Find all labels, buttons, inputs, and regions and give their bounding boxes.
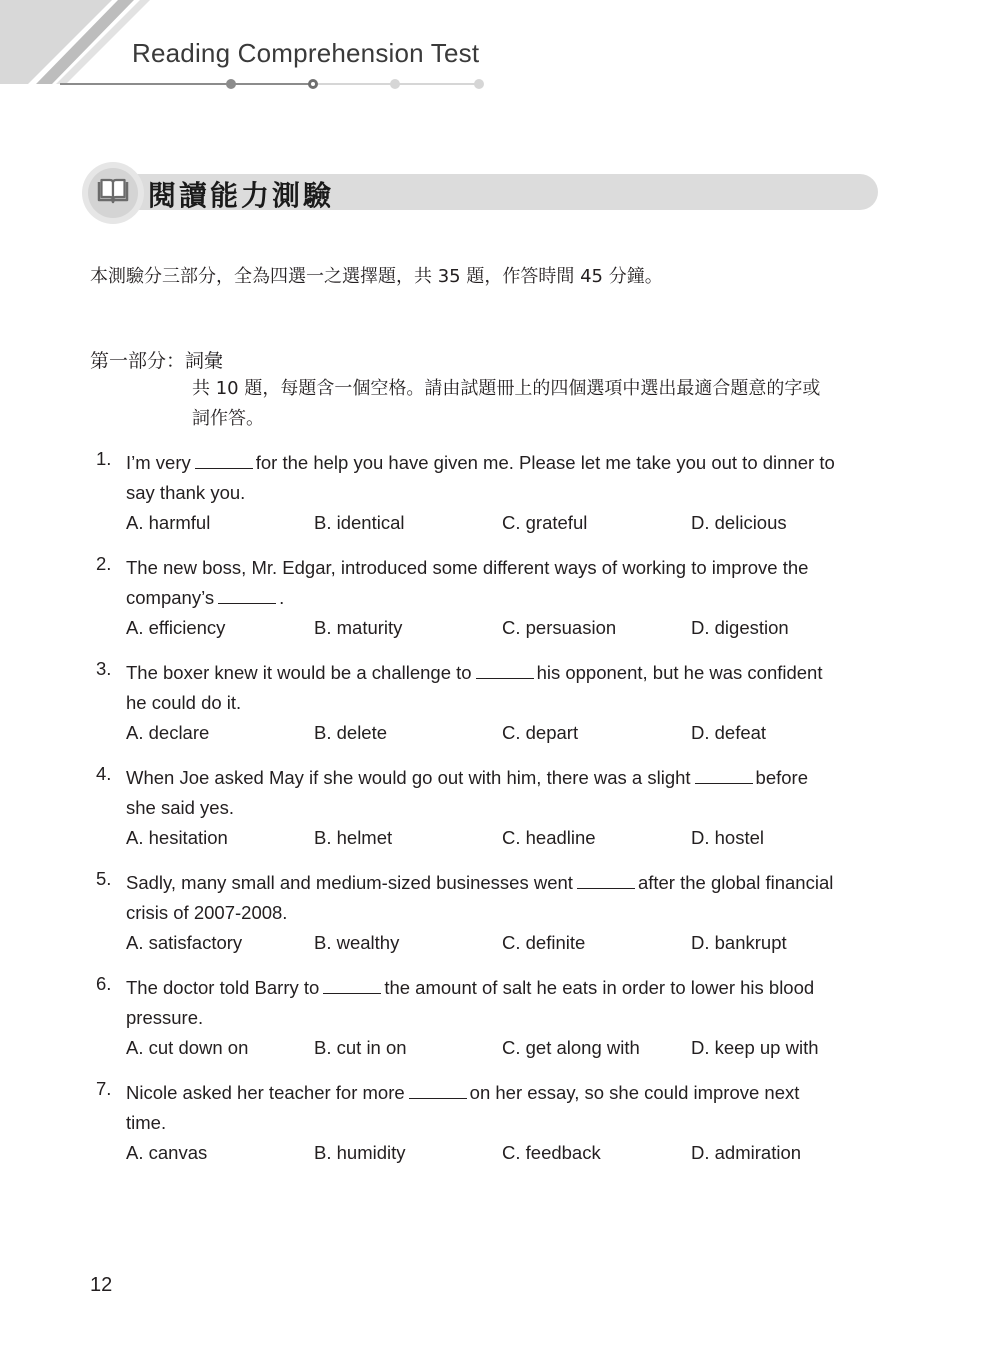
question-number: 4. bbox=[96, 763, 112, 784]
part-description-line: 詞作答。 bbox=[192, 408, 264, 429]
header-dot-center bbox=[311, 82, 315, 86]
option-b: B. helmet bbox=[314, 827, 393, 848]
stem-text: after the global financial bbox=[637, 872, 834, 893]
question-stem bbox=[126, 448, 886, 508]
test-intro: 本測驗分三部分，全為四選一之選擇題，共 35 題，作答時間 45 分鐘。 bbox=[90, 266, 663, 287]
answer-blank bbox=[195, 467, 253, 469]
option-d: D. digestion bbox=[691, 617, 789, 638]
option-a: A. satisfactory bbox=[126, 932, 243, 953]
option-a: A. cut down on bbox=[126, 1037, 249, 1058]
option-b: B. wealthy bbox=[314, 932, 400, 953]
stem-text: Nicole asked her teacher for more bbox=[126, 1082, 405, 1103]
option-d: D. hostel bbox=[691, 827, 765, 848]
option-d: D. bankrupt bbox=[691, 932, 787, 953]
stem-text: crisis of 2007-2008. bbox=[126, 902, 288, 923]
stem-text: The doctor told Barry to bbox=[126, 977, 320, 998]
option-a: A. efficiency bbox=[126, 617, 226, 638]
stem-text: for the help you have given me. Please let me take you out to dinner to bbox=[255, 452, 835, 473]
stem-text: she said yes. bbox=[126, 797, 234, 818]
header-dot bbox=[390, 79, 400, 89]
question-number: 7. bbox=[96, 1078, 112, 1099]
answer-blank bbox=[577, 887, 635, 889]
part-description bbox=[192, 374, 892, 434]
option-c: C. headline bbox=[502, 827, 596, 848]
section-title: 閱讀能力測驗 bbox=[148, 179, 335, 212]
question-stem bbox=[126, 553, 886, 613]
stem-text: . bbox=[279, 587, 285, 608]
options-row bbox=[126, 1033, 886, 1063]
section-icon-circle bbox=[82, 162, 144, 224]
question-stem bbox=[126, 763, 886, 823]
option-a: A. canvas bbox=[126, 1142, 208, 1163]
page-number: 12 bbox=[90, 1274, 113, 1296]
stem-text: pressure. bbox=[126, 1007, 204, 1028]
options-row bbox=[126, 613, 886, 643]
option-c: C. depart bbox=[502, 722, 579, 743]
option-b: B. humidity bbox=[314, 1142, 406, 1163]
option-b: B. maturity bbox=[314, 617, 403, 638]
stem-text: he could do it. bbox=[126, 692, 242, 713]
options-row bbox=[126, 823, 886, 853]
option-d: D. defeat bbox=[691, 722, 767, 743]
stem-text: When Joe asked May if she would go out with him, there was a slight bbox=[126, 767, 691, 788]
question-stem bbox=[126, 1078, 886, 1138]
answer-blank bbox=[218, 602, 276, 604]
option-b: B. cut in on bbox=[314, 1037, 407, 1058]
options-row bbox=[126, 718, 886, 748]
answer-blank bbox=[409, 1097, 467, 1099]
option-a: A. hesitation bbox=[126, 827, 228, 848]
option-c: C. persuasion bbox=[502, 617, 617, 638]
option-d: D. admiration bbox=[691, 1142, 802, 1163]
question-stem bbox=[126, 868, 886, 928]
header-dot bbox=[474, 79, 484, 89]
option-b: B. identical bbox=[314, 512, 405, 533]
option-d: D. delicious bbox=[691, 512, 787, 533]
option-a: A. declare bbox=[126, 722, 210, 743]
option-c: C. definite bbox=[502, 932, 586, 953]
stem-text: I’m very bbox=[126, 452, 191, 473]
option-b: B. delete bbox=[314, 722, 388, 743]
option-a: A. harmful bbox=[126, 512, 211, 533]
answer-blank bbox=[323, 992, 381, 994]
stem-text: his opponent, but he was confident bbox=[536, 662, 823, 683]
question-number: 5. bbox=[96, 868, 112, 889]
stem-text: Sadly, many small and medium-sized businesses went bbox=[126, 872, 573, 893]
header-title: Reading Comprehension Test bbox=[132, 38, 480, 68]
section-banner bbox=[82, 162, 880, 224]
open-book-icon bbox=[96, 178, 130, 209]
question-number: 3. bbox=[96, 658, 112, 679]
question-stem bbox=[126, 658, 886, 718]
stem-text: before bbox=[755, 767, 808, 788]
question-number: 6. bbox=[96, 973, 112, 994]
stem-text: company’s bbox=[126, 587, 215, 608]
options-row bbox=[126, 508, 886, 538]
options-row bbox=[126, 1138, 886, 1168]
question-stem bbox=[126, 973, 886, 1033]
header-rule bbox=[60, 74, 490, 94]
options-row bbox=[126, 928, 886, 958]
option-c: C. feedback bbox=[502, 1142, 601, 1163]
option-c: C. grateful bbox=[502, 512, 588, 533]
question-number: 1. bbox=[96, 448, 112, 469]
question-number: 2. bbox=[96, 553, 112, 574]
option-c: C. get along with bbox=[502, 1037, 640, 1058]
answer-blank bbox=[695, 782, 753, 784]
stem-text: on her essay, so she could improve next bbox=[469, 1082, 800, 1103]
stem-text: The boxer knew it would be a challenge to bbox=[126, 662, 472, 683]
stem-text: time. bbox=[126, 1112, 167, 1133]
header-dot bbox=[226, 79, 236, 89]
stem-text: say thank you. bbox=[126, 482, 246, 503]
part-description-line: 共 10 題，每題含一個空格。請由試題冊上的四個選項中選出最適合題意的字或 bbox=[192, 378, 821, 399]
stem-text: The new boss, Mr. Edgar, introduced some different ways of working to improve the bbox=[126, 557, 809, 578]
answer-blank bbox=[476, 677, 534, 679]
option-d: D. keep up with bbox=[691, 1037, 819, 1058]
part-title: 第一部分：詞彙 bbox=[90, 350, 224, 372]
stem-text: the amount of salt he eats in order to lower his blood bbox=[384, 977, 815, 998]
